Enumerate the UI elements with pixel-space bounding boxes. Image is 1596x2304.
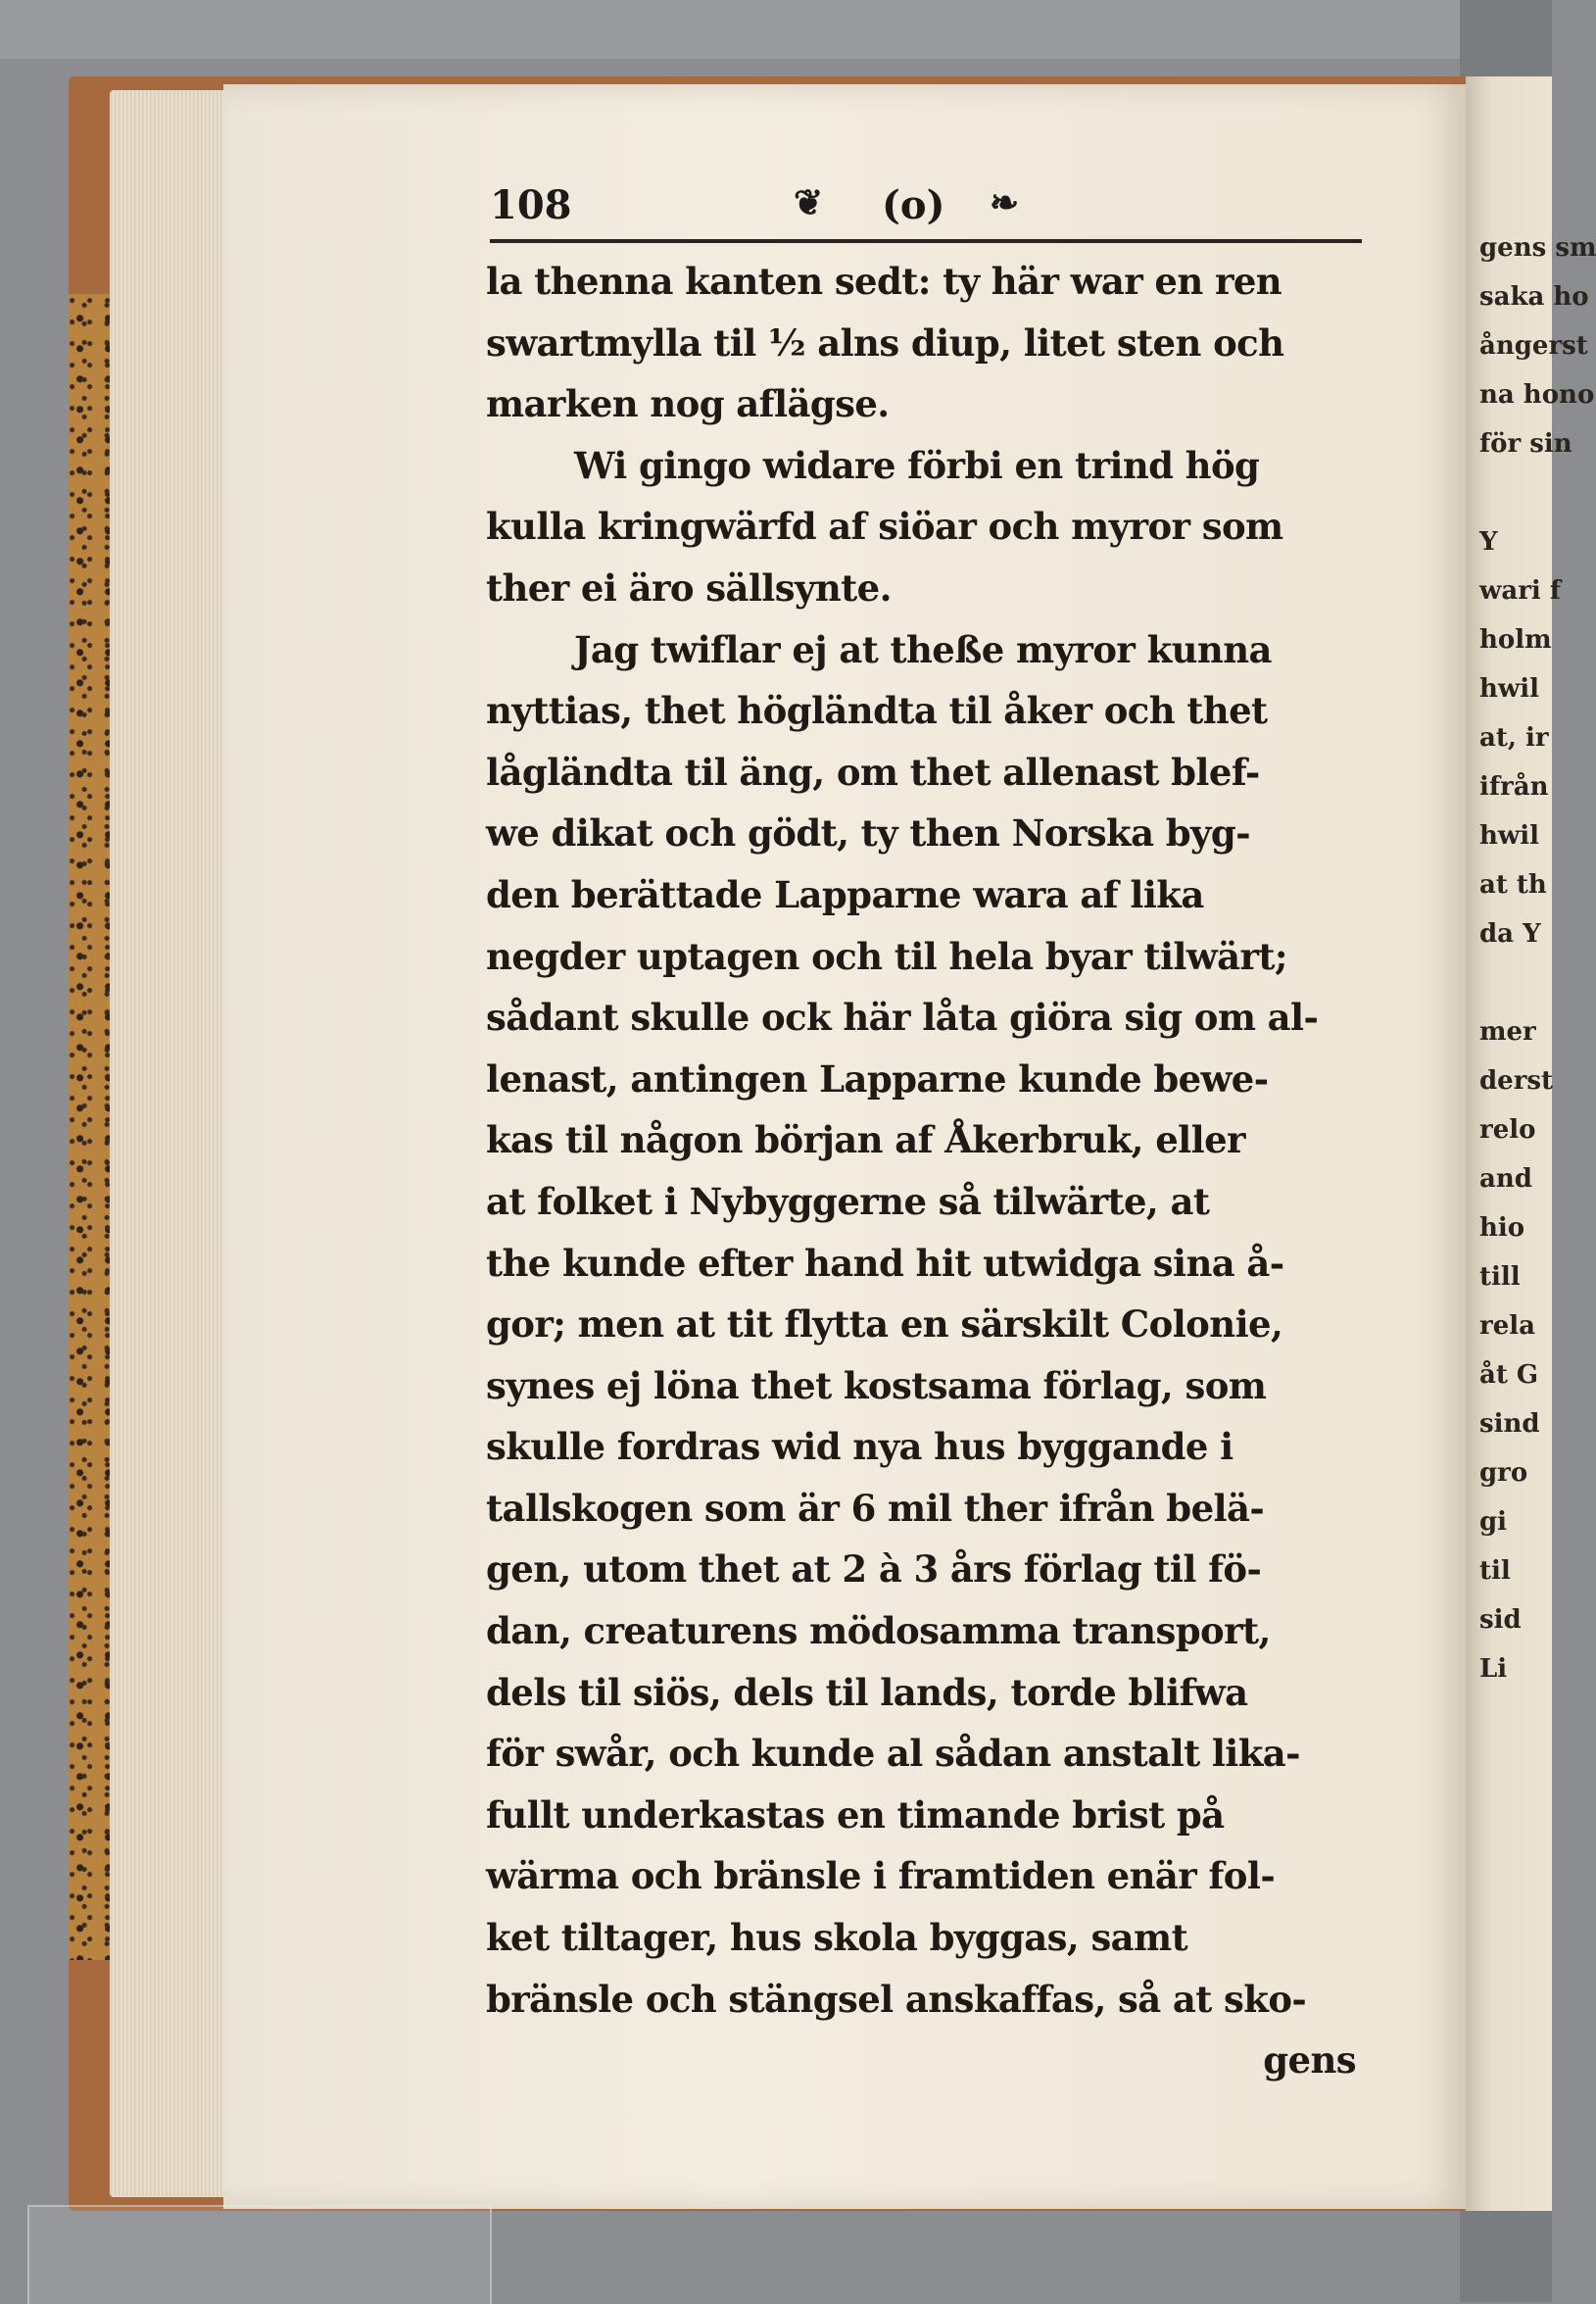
facing-page-fragment xyxy=(1466,76,1596,2211)
text-line: gor; men at tit flytta en särskilt Colonie, xyxy=(486,1302,1283,1347)
facing-page-text: derst xyxy=(1479,1066,1554,1096)
text-line: kulla kringwärfd af siöar och myror som xyxy=(486,505,1283,549)
page-header xyxy=(490,182,1362,237)
facing-page-text: åt G xyxy=(1479,1360,1539,1390)
text-line: we dikat och gödt, ty then Norska byg- xyxy=(486,811,1250,856)
text-line: ket tiltager, hus skola byggas, samt xyxy=(486,1916,1188,1960)
facing-page-text: gro xyxy=(1479,1458,1528,1488)
text-line: la thenna kanten sedt: ty här war en ren xyxy=(486,260,1282,303)
header-rule xyxy=(490,239,1362,243)
facing-page-text: saka ho xyxy=(1479,282,1589,312)
facing-page-text: relo xyxy=(1479,1115,1536,1145)
ornament-right-icon: ❧ xyxy=(990,182,1020,223)
facing-page-text: för sin xyxy=(1479,429,1572,459)
text-line: fullt underkastas en timande brist på xyxy=(486,1792,1225,1837)
facing-page-text: and xyxy=(1479,1164,1532,1194)
text-line: gen, utom thet at 2 à 3 års förlag til fö- xyxy=(486,1547,1262,1592)
facing-page-text xyxy=(1466,468,1552,517)
facing-page-text: na hono xyxy=(1479,380,1595,410)
text-line: sådant skulle ock här låta giöra sig om al- xyxy=(486,996,1319,1040)
facing-page-text: da Y xyxy=(1479,919,1541,949)
text-line: dan, creaturens mödosamma transport, xyxy=(486,1609,1271,1653)
ruler-strip xyxy=(27,2205,492,2304)
facing-page-text: at th xyxy=(1479,870,1547,900)
body-text xyxy=(486,251,1368,2091)
text-line: at folket i Nybyggerne så tilwärte, at xyxy=(486,1179,1210,1223)
catchword: gens xyxy=(1263,2038,1356,2083)
text-line: kas til någon början af Åkerbruk, eller xyxy=(486,1118,1245,1162)
text-line: Wi gingo widare förbi en trind hög xyxy=(574,443,1260,487)
text-line: swartmylla til ½ alns diup, litet sten och xyxy=(486,320,1284,365)
text-line: för swår, och kunde al sådan anstalt lika- xyxy=(486,1732,1300,1776)
facing-page-text: hwil xyxy=(1479,821,1540,851)
facing-page-text: gens sm xyxy=(1479,233,1596,263)
facing-page-text: holm xyxy=(1479,625,1552,655)
text-line: lenast, antingen Lapparne kunde bewe- xyxy=(486,1056,1269,1101)
facing-page-text: sid xyxy=(1479,1605,1522,1635)
page-number: 108 xyxy=(490,182,572,228)
ornament-left-icon: ❦ xyxy=(794,182,824,223)
facing-page-text: Li xyxy=(1479,1654,1508,1684)
facing-page-text xyxy=(1466,958,1552,1007)
facing-page-text: hwil xyxy=(1479,674,1540,704)
text-line: bränsle och stängsel anskaffas, så at sko- xyxy=(486,1977,1307,2021)
text-line: ther ei äro sällsynte. xyxy=(486,565,892,610)
facing-page-text: hio xyxy=(1479,1213,1525,1243)
text-line: nyttias, thet högländta til åker och thet xyxy=(486,689,1268,733)
text-line: synes ej löna thet kostsama förlag, som xyxy=(486,1363,1267,1407)
text-line: tallskogen som är 6 mil ther ifrån belä- xyxy=(486,1486,1265,1530)
facing-page-text: ifrån xyxy=(1479,772,1549,802)
facing-page-text: mer xyxy=(1479,1017,1536,1047)
text-line: negder uptagen och til hela byar tilwärt; xyxy=(486,934,1287,978)
facing-page-text: till xyxy=(1479,1262,1521,1292)
backdrop xyxy=(0,0,1552,59)
facing-page-text: wari f xyxy=(1479,576,1562,606)
page-edges xyxy=(110,90,227,2197)
facing-page-text: at, ir xyxy=(1479,723,1549,753)
facing-page-text: gi xyxy=(1479,1507,1508,1537)
facing-page-text: rela xyxy=(1479,1311,1535,1341)
text-line: the kunde efter hand hit utwidga sina å- xyxy=(486,1241,1284,1285)
facing-page-text: sind xyxy=(1479,1409,1540,1439)
text-line: wärma och bränsle i framtiden enär fol- xyxy=(486,1854,1276,1898)
header-mark: (o) xyxy=(882,182,945,228)
facing-page-text: ångerst xyxy=(1479,331,1588,361)
text-line: skulle fordras wid nya hus byggande i xyxy=(486,1425,1233,1469)
text-line: dels til siös, dels til lands, torde blifwa xyxy=(486,1670,1248,1714)
text-line: den berättade Lapparne wara af lika xyxy=(486,872,1204,916)
facing-page-text: Y xyxy=(1479,527,1498,557)
facing-page-text: til xyxy=(1479,1556,1511,1586)
text-line: Jag twiflar ej at theße myror kunna xyxy=(574,627,1272,671)
text-line: lågländta til äng, om thet allenast blef- xyxy=(486,750,1260,794)
text-line: marken nog aflägse. xyxy=(486,382,890,426)
